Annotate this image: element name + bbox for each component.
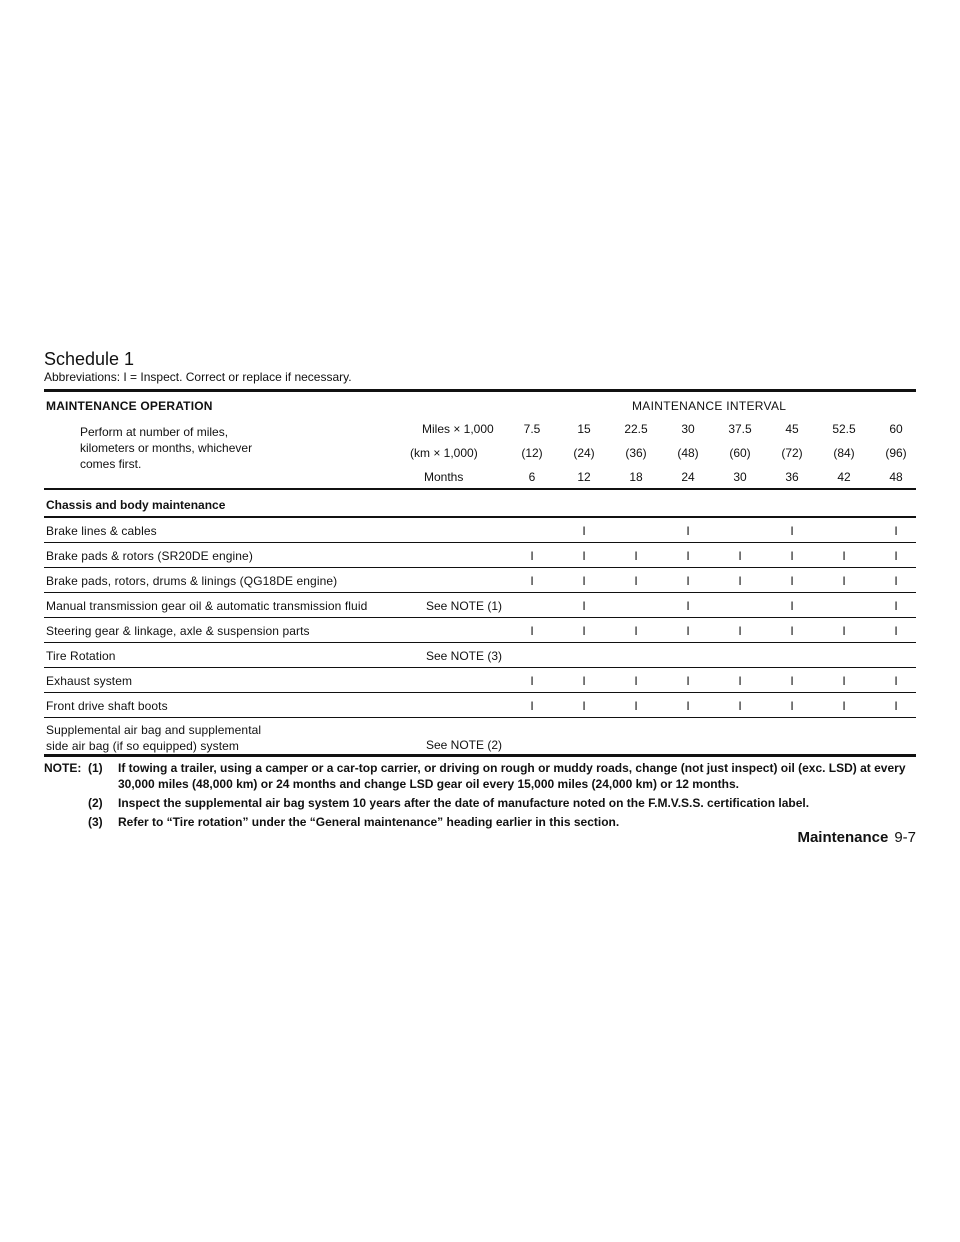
perform-line: kilometers or months, whichever: [80, 441, 253, 455]
inspect-mark: I: [530, 674, 534, 688]
inspect-mark: I: [686, 624, 690, 638]
inspect-mark: I: [634, 549, 638, 563]
months-value: 6: [528, 470, 536, 484]
miles-value: 7.5: [523, 422, 541, 436]
km-value: (60): [729, 446, 751, 460]
note-text: Refer to “Tire rotation” under the “General maintenance” heading earlier in this section.: [118, 815, 620, 829]
note-number: (2): [88, 796, 103, 810]
row-label: Brake pads, rotors, drums & linings (QG18DE engine): [46, 574, 338, 588]
inspect-mark: I: [842, 624, 846, 638]
inspect-mark: I: [582, 674, 586, 688]
months-value: 30: [733, 470, 747, 484]
inspect-mark: I: [790, 524, 794, 538]
miles-value: 60: [889, 422, 903, 436]
inspect-mark: I: [738, 549, 742, 563]
km-value: (24): [573, 446, 595, 460]
inspect-mark: I: [790, 674, 794, 688]
row-note: See NOTE (2): [426, 738, 503, 752]
row-label: Brake lines & cables: [46, 524, 157, 538]
row-label: Front drive shaft boots: [46, 699, 168, 713]
inspect-mark: I: [894, 624, 898, 638]
inspect-mark: I: [894, 599, 898, 613]
row-label: Brake pads & rotors (SR20DE engine): [46, 549, 253, 563]
table-row: [44, 593, 916, 617]
divider: [44, 754, 916, 757]
inspect-mark: I: [530, 624, 534, 638]
inspect-mark: I: [686, 699, 690, 713]
page-footer: [797, 829, 916, 846]
inspect-mark: I: [738, 674, 742, 688]
inspect-mark: I: [894, 699, 898, 713]
km-value: (48): [677, 446, 699, 460]
months-value: 12: [577, 470, 591, 484]
miles-value: 52.5: [832, 422, 856, 436]
perform-line: comes first.: [80, 457, 142, 471]
note-number: (1): [88, 761, 103, 775]
inspect-mark: I: [634, 674, 638, 688]
note-text: If towing a trailer, using a camper or a car-top carrier, or driving on rough or muddy roads, change (not just inspect) oil (exc. LSD) at every 30,000 miles (48,000 km) or 24 months and change LSD gear oil every 15,000 miles (24,000 km) or 12 months.: [118, 761, 906, 791]
km-value: (96): [885, 446, 907, 460]
km-label: (km × 1,000): [410, 446, 478, 460]
inspect-mark: I: [530, 574, 534, 588]
inspect-mark: I: [582, 599, 586, 613]
months-value: 18: [629, 470, 643, 484]
inspect-mark: I: [582, 624, 586, 638]
inspect-mark: I: [738, 624, 742, 638]
inspect-mark: I: [894, 674, 898, 688]
inspect-mark: I: [738, 699, 742, 713]
note-tag: NOTE:: [44, 761, 82, 775]
inspect-mark: I: [790, 574, 794, 588]
miles-value: 15: [577, 422, 591, 436]
km-value: (84): [833, 446, 855, 460]
inspect-mark: I: [686, 574, 690, 588]
section-heading: [44, 490, 916, 516]
inspect-mark: I: [582, 574, 586, 588]
km-value: (72): [781, 446, 803, 460]
inspect-mark: I: [894, 574, 898, 588]
footer-section: Maintenance: [797, 829, 889, 846]
inspect-mark: I: [634, 574, 638, 588]
table-row: [44, 668, 916, 692]
inspect-mark: I: [842, 674, 846, 688]
perform-text: [80, 424, 320, 472]
inspect-mark: I: [842, 549, 846, 563]
row-label: Steering gear & linkage, axle & suspension parts: [46, 624, 310, 638]
schedule-table-container: [44, 349, 916, 833]
inspect-mark: I: [686, 599, 690, 613]
section-title: Chassis and body maintenance: [46, 498, 226, 512]
km-value: (36): [625, 446, 647, 460]
inspect-mark: I: [686, 674, 690, 688]
note-number: (3): [88, 815, 103, 829]
inspect-mark: I: [686, 524, 690, 538]
row-label: Tire Rotation: [46, 649, 116, 663]
months-value: 24: [681, 470, 695, 484]
row-note: See NOTE (3): [426, 649, 503, 663]
note-item: [44, 814, 916, 830]
header-interval: MAINTENANCE INTERVAL: [632, 399, 787, 413]
table-row: [44, 718, 916, 754]
inspect-mark: I: [894, 524, 898, 538]
table-row: [44, 518, 916, 542]
row-label-line: side air bag (if so equipped) system: [46, 739, 240, 753]
row-label: Exhaust system: [46, 674, 133, 688]
months-value: 36: [785, 470, 799, 484]
km-value: (12): [521, 446, 543, 460]
inspect-mark: I: [530, 549, 534, 563]
inspect-mark: I: [842, 699, 846, 713]
miles-value: 22.5: [624, 422, 648, 436]
inspect-mark: I: [686, 549, 690, 563]
miles-value: 30: [681, 422, 695, 436]
inspect-mark: I: [790, 599, 794, 613]
inspect-mark: I: [582, 549, 586, 563]
note-item: [44, 760, 916, 792]
miles-value: 45: [785, 422, 799, 436]
inspect-mark: I: [582, 524, 586, 538]
perform-line: Perform at number of miles,: [80, 425, 229, 439]
abbreviations-text: Abbreviations: I = Inspect. Correct or replace if necessary.: [44, 370, 352, 384]
page-title: Schedule 1: [44, 349, 135, 369]
table-row: [44, 643, 916, 667]
table-header-row: [44, 392, 916, 414]
row-label: Manual transmission gear oil & automatic transmission fluid: [46, 599, 368, 613]
inspect-mark: I: [842, 574, 846, 588]
inspect-mark: I: [582, 699, 586, 713]
note-item: [44, 795, 916, 811]
table-row: [44, 693, 916, 717]
inspect-mark: I: [894, 549, 898, 563]
inspect-mark: I: [790, 699, 794, 713]
notes-block: [44, 760, 916, 830]
note-text: Inspect the supplemental air bag system 10 years after the date of manufacture noted on the F.M.V.S.S. certification label.: [118, 796, 810, 810]
maintenance-rows: [44, 518, 916, 718]
inspect-mark: I: [634, 699, 638, 713]
interval-header-block: [44, 414, 916, 488]
table-row: [44, 568, 916, 592]
inspect-mark: I: [790, 549, 794, 563]
inspect-mark: I: [530, 699, 534, 713]
months-value: 42: [837, 470, 851, 484]
miles-label: Miles × 1,000: [422, 422, 494, 436]
months-label: Months: [424, 470, 464, 484]
inspect-mark: I: [790, 624, 794, 638]
row-label-line: Supplemental air bag and supplemental: [46, 723, 262, 737]
miles-value: 37.5: [728, 422, 752, 436]
row-label: [46, 722, 261, 754]
header-operation: MAINTENANCE OPERATION: [46, 399, 213, 413]
table-row: [44, 543, 916, 567]
table-row: [44, 618, 916, 642]
months-value: 48: [889, 470, 903, 484]
inspect-mark: I: [738, 574, 742, 588]
inspect-mark: I: [634, 624, 638, 638]
row-note: See NOTE (1): [426, 599, 503, 613]
page-number: 9-7: [894, 829, 916, 846]
